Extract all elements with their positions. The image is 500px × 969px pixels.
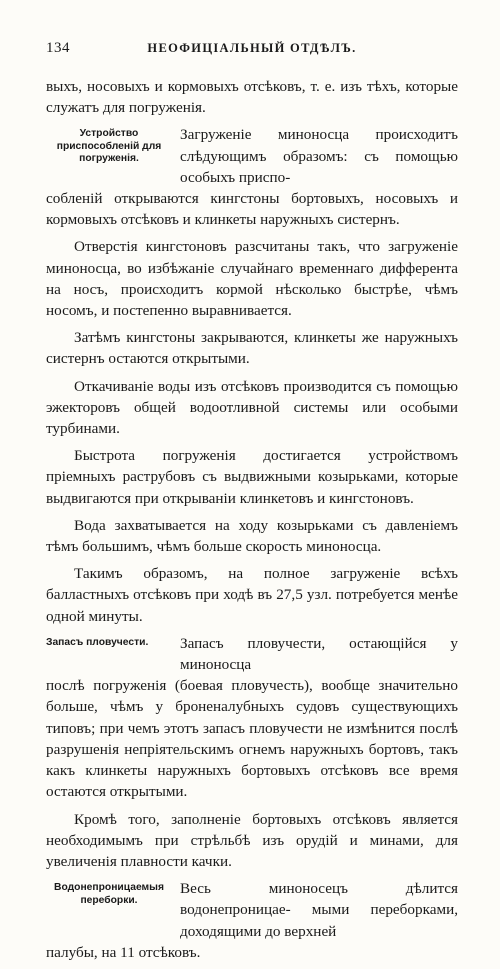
paragraph: Отверстія кингстоновъ разсчитаны такъ, что загруженіе миноносца, во избѣжаніе случайнаго временнаго дифферента на носъ, происходитъ кормой нѣсколько быстрѣе, чѣмъ носомъ, и постепенно выравнивается. — [46, 238, 458, 320]
running-head: НЕОФИЦІАЛЬНЫЙ ОТДѢЛЪ. — [147, 41, 357, 55]
sidenote-devices: Устройство приспособленій для погруженія. — [56, 128, 162, 165]
paragraph-rest: послѣ погруженія (боевая пловучесть), вообще значительно больше, чѣмъ у броненалубныхъ судовъ существующихъ типовъ; при чемъ этотъ запасъ пловучести не измѣнится послѣ разрушенія непріятельскимъ огнемъ наружныхъ бортовъ, такъ какъ клинкеты наружныхъ бортовыхъ отсѣковъ все время остаются открытыми. — [46, 677, 458, 801]
paragraph: Затѣмъ кингстоны закрываются, клинкеты же наружныхъ систернъ остаются открытыми. — [46, 329, 458, 368]
paragraph-with-sidenote — [46, 124, 458, 230]
paragraph: Кромѣ того, заполненіе бортовыхъ отсѣковъ является необходимымъ при стрѣльбѣ изъ орудій и минами, для увеличенія плавности качки. — [46, 810, 458, 870]
sidenote-buoyancy: Запасъ пловучести. — [46, 636, 149, 648]
paragraph-rest: собленій открываются кингстоны бортовыхъ, носовыхъ и кормовыхъ отсѣковъ и клинкеты наружныхъ систернъ. — [46, 190, 458, 229]
page — [46, 40, 458, 969]
page-number: 134 — [46, 40, 70, 56]
page-header — [46, 40, 458, 62]
paragraph-with-sidenote — [46, 878, 458, 963]
paragraph: Такимъ образомъ, на полное загруженіе всѣхъ балластныхъ отсѣковъ при ходѣ въ 27,5 узл. потребуется менѣе одной минуты. — [46, 565, 458, 625]
paragraph: Откачиваніе воды изъ отсѣковъ производится съ помощью эжекторовъ общей водоотливной системы или особыми турбинами. — [46, 377, 458, 438]
paragraph-with-sidenote — [46, 633, 458, 803]
sidenote-bulkheads: Водонепроницаемыя переборки. — [54, 882, 164, 906]
paragraph-first-lines: Весь миноносецъ дѣлится водонепроницае- мыми переборками, доходящими до верхней — [180, 880, 458, 940]
paragraph-continuation: выхъ, носовыхъ и кормовыхъ отсѣковъ, т. е. изъ тѣхъ, которые служатъ для погруженія. — [46, 78, 458, 117]
body-text — [46, 76, 458, 963]
paragraph-first-lines: Запасъ пловучести, остающійся у миноносца — [180, 634, 458, 674]
paragraph-rest: палубы, на 11 отсѣковъ. — [46, 943, 201, 961]
paragraph: Вода захватывается на ходу козырьками съ давленіемъ тѣмъ большимъ, чѣмъ больше скорость миноносца. — [46, 516, 458, 556]
paragraph: Быстрота погруженія достигается устройствомъ пріемныхъ раструбовъ съ выдвижными козырьками, которые выдвигаются при открываніи клинкетовъ и кингстоновъ. — [46, 447, 458, 507]
paragraph-first-lines: Загруженіе миноносца происходитъ слѣдующимъ образомъ: съ помощью особыхъ приспо- — [180, 126, 458, 186]
